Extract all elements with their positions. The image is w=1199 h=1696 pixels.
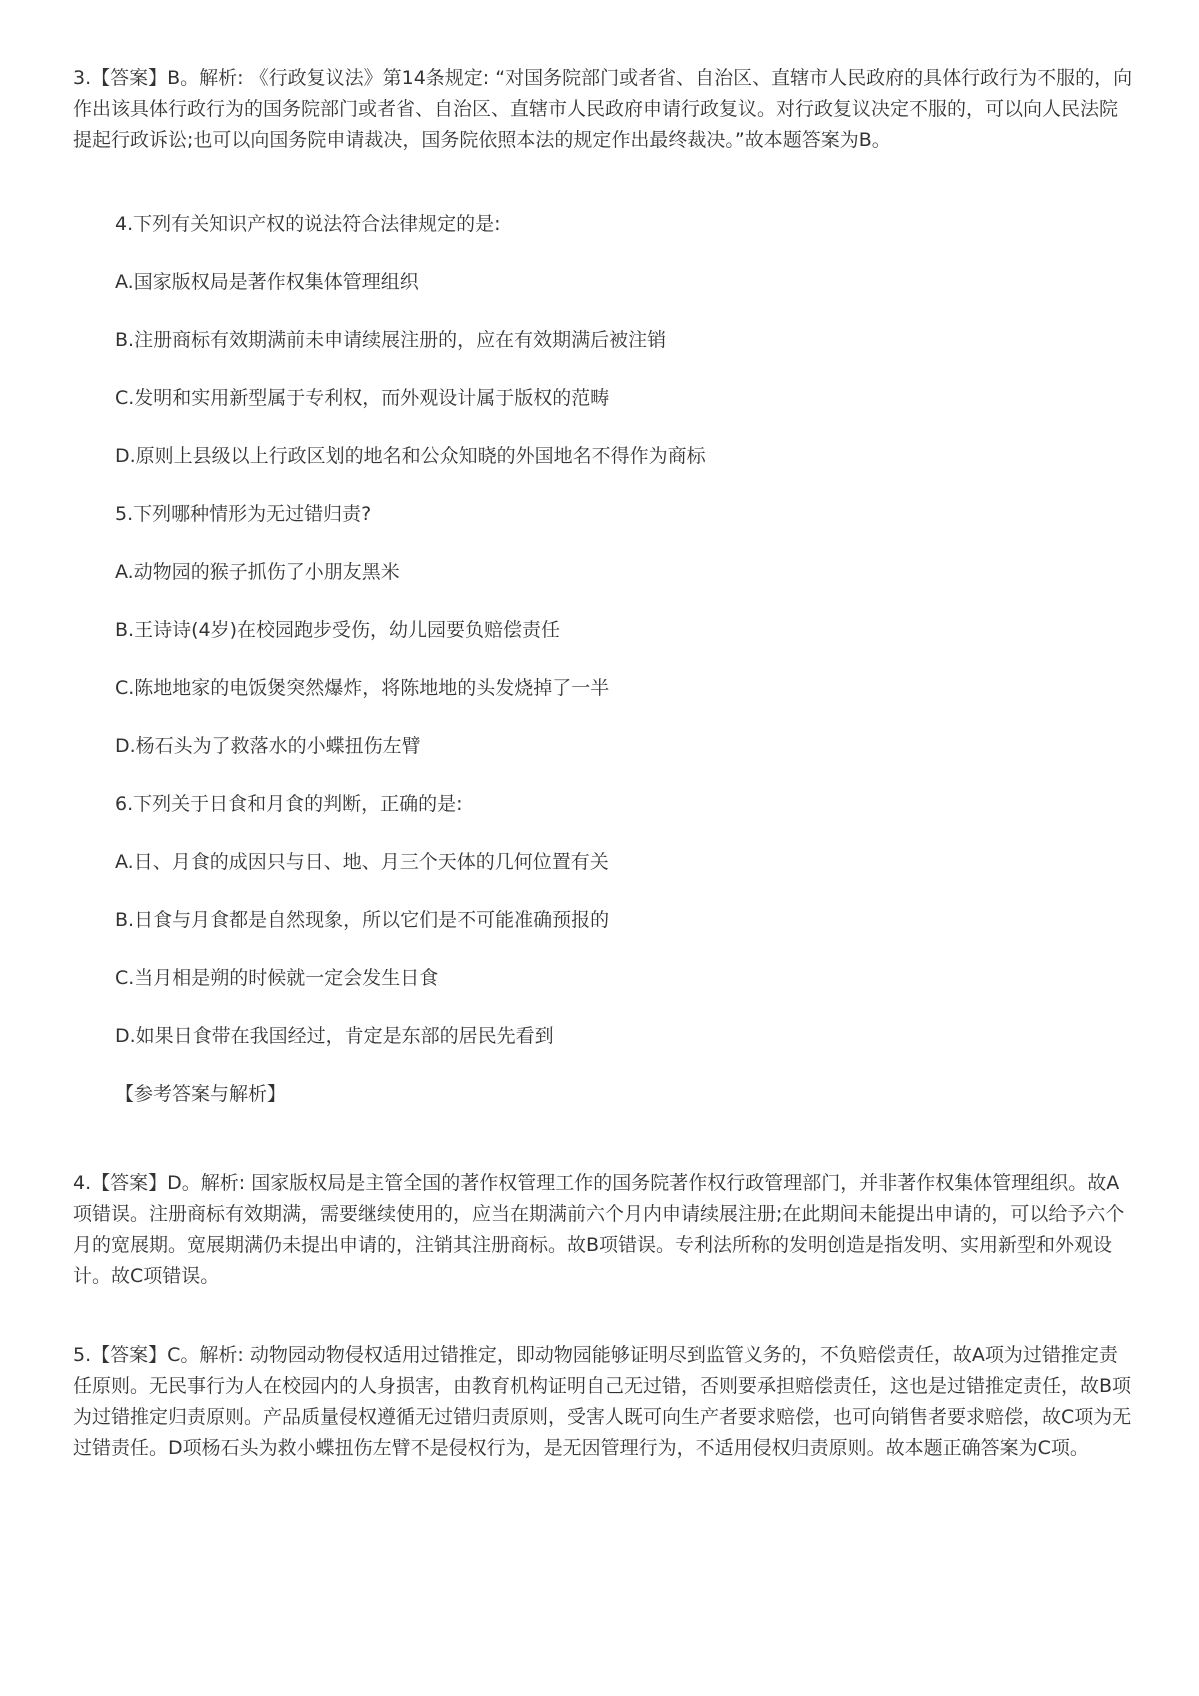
question-6-option-a: A.日、月食的成因只与日、地、月三个天体的几何位置有关	[115, 851, 609, 873]
question-6-option-c: C.当月相是朔的时候就一定会发生日食	[115, 967, 439, 989]
question-4-stem: 4.下列有关知识产权的说法符合法律规定的是:	[115, 213, 501, 235]
question-5-option-c: C.陈地地家的电饭煲突然爆炸，将陈地地的头发烧掉了一半	[115, 677, 610, 699]
question-5-option-b: B.王诗诗(4岁)在校园跑步受伤，幼儿园要负赔偿责任	[115, 619, 560, 641]
question-6-option-d: D.如果日食带在我国经过，肯定是东部的居民先看到	[115, 1025, 554, 1047]
question-5-stem: 5.下列哪种情形为无过错归责?	[115, 503, 372, 525]
question-4-option-b: B.注册商标有效期满前未申请续展注册的，应在有效期满后被注销	[115, 329, 667, 351]
question-4-option-a: A.国家版权局是著作权集体管理组织	[115, 271, 419, 293]
answer-3-paragraph: 3.【答案】B。解析: 《行政复议法》第14条规定: “对国务院部门或者省、自治区、直辖市人民政府的具体行政行为不服的，向作出该具体行政行为的国务院部门或者省、自治区、直辖市人民政府申请行政复议。对行政复议决定不服的，可以向人民法院提起行政诉讼;也可以向国务院申请裁决，国务院依照本法的规定作出最终裁决。”故本题答案为B。	[73, 67, 1133, 151]
question-4-option-c: C.发明和实用新型属于专利权，而外观设计属于版权的范畴	[115, 387, 610, 409]
question-6-option-b: B.日食与月食都是自然现象，所以它们是不可能准确预报的	[115, 909, 610, 931]
question-5-option-a: A.动物园的猴子抓伤了小朋友黑米	[115, 561, 400, 583]
answer-5-paragraph: 5.【答案】C。解析: 动物园动物侵权适用过错推定，即动物园能够证明尽到监管义务的，不负赔偿责任，故A项为过错推定责任原则。无民事行为人在校园内的人身损害，由教育机构证明自己无过错，否则要承担赔偿责任，这也是过错推定责任，故B项为过错推定归责原则。产品质量侵权遵循无过错归责原则，受害人既可向生产者要求赔偿，也可向销售者要求赔偿，故C项为无过错责任。D项杨石头为救小蝶扭伤左臂不是侵权行为，是无因管理行为，不适用侵权归责原则。故本题正确答案为C项。	[73, 1344, 1132, 1459]
reference-answers-heading: 【参考答案与解析】	[115, 1083, 287, 1105]
question-4-option-d: D.原则上县级以上行政区划的地名和公众知晓的外国地名不得作为商标	[115, 445, 706, 467]
question-5-option-d: D.杨石头为了救落水的小蝶扭伤左臂	[115, 735, 421, 757]
answer-4-paragraph: 4.【答案】D。解析: 国家版权局是主管全国的著作权管理工作的国务院著作权行政管理部门，并非著作权集体管理组织。故A项错误。注册商标有效期满，需要继续使用的，应当在期满前六个月内申请续展注册;在此期间未能提出申请的，可以给予六个月的宽展期。宽展期满仍未提出申请的，注销其注册商标。故B项错误。专利法所称的发明创造是指发明、实用新型和外观设计。故C项错误。	[73, 1172, 1125, 1287]
question-6-stem: 6.下列关于日食和月食的判断，正确的是:	[115, 793, 463, 815]
